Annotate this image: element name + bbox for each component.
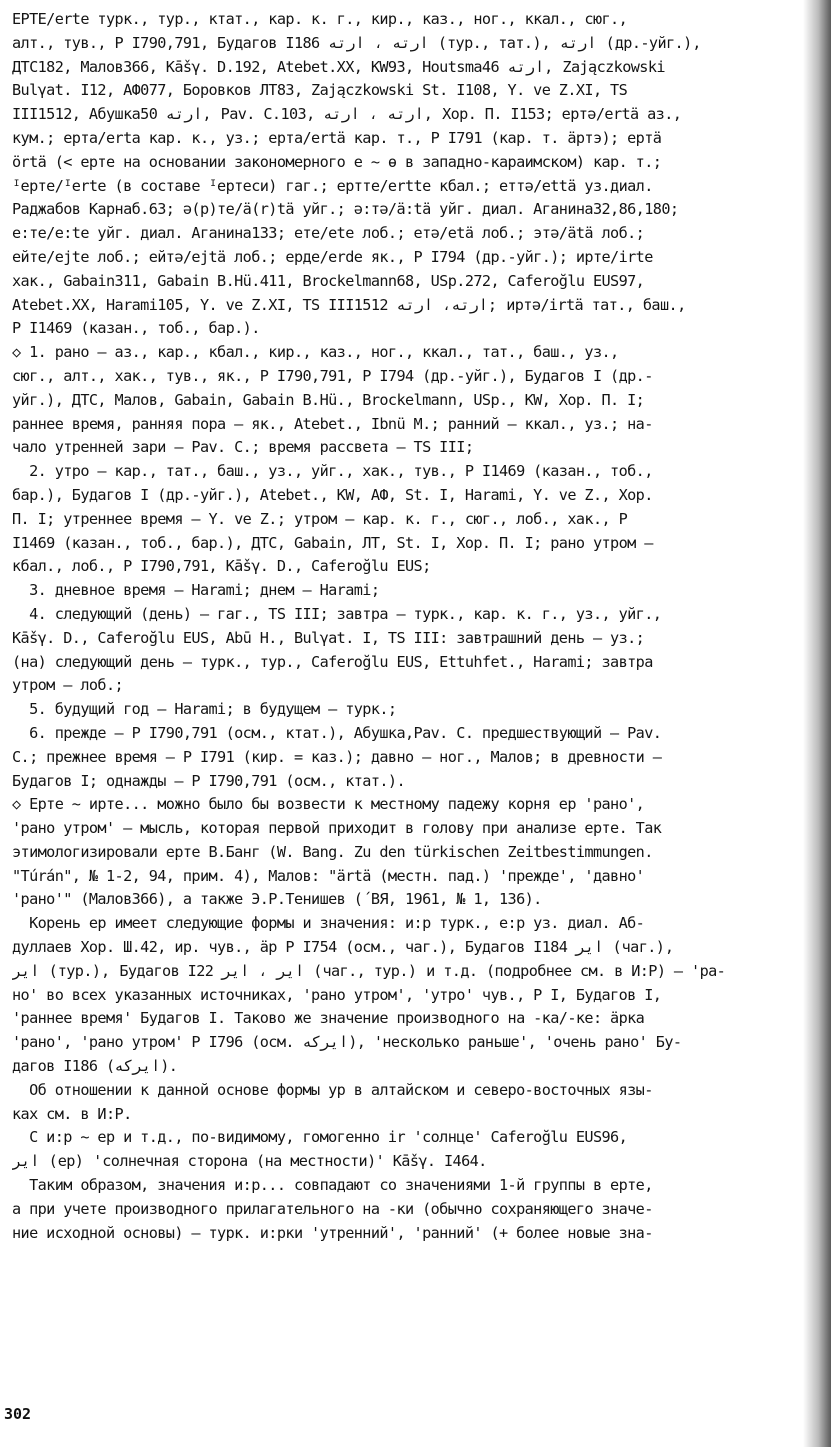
text-line: (на) следующий день – турк., тур., Caferoğlu EUS, Ettuhfet., Harami; завтра bbox=[12, 652, 653, 671]
text-line: 3. дневное время – Harami; днем – Harami; bbox=[12, 581, 380, 600]
text-line: дуллаев Хор. Ш.42, ир. чув., äр Р I754 (осм., чаг.), Будагов I184 ایر (чаг.), bbox=[12, 938, 675, 957]
text-line: C.; прежнее время – Р I791 (кир. = каз.); давно – ног., Малов; в древности – bbox=[12, 747, 662, 766]
text-line: ейте/ejte лоб.; ейтә/ejtä лоб.; ерде/erde як., Р I794 (др.-уйг.); ирте/irte bbox=[12, 247, 653, 266]
text-line: е:те/e:te уйг. диал. Аганина133; ете/ete лоб.; етә/etä лоб.; этә/ätä лоб.; bbox=[12, 224, 645, 243]
text-line: Об отношении к данной основе формы ур в алтайском и северо-восточных язы- bbox=[12, 1080, 653, 1099]
text-line: 'раннее время' Будагов I. Таково же значение производного на -ка/-ке: äрка bbox=[12, 1009, 645, 1028]
text-line: ние исходной основы) – турк. и:рки 'утренний', 'ранний' (+ более новые зна- bbox=[12, 1223, 653, 1242]
text-line: Bulγat. I12, АФ077, Боровков ЛТ83, Zajączkowski St. I108, Y. ve Z.XI, TS bbox=[12, 81, 628, 100]
text-line: 'рано утром' – мысль, которая первой приходит в голову при анализе ерте. Так bbox=[12, 819, 662, 838]
text-line: раннее время, ранняя пора – як., Atebet., Ibnü M.; ранний – ккал., уз.; на- bbox=[12, 414, 653, 433]
text-line: ДТС182, Малов366, Kāšγ. D.192, Atebet.XX, KW93, Houtsma46 ارته, Zajączkowski bbox=[12, 57, 665, 76]
entry-text bbox=[12, 8, 824, 1245]
text-line: 6. прежде – Р I790,791 (осм., ктат.), Абушка,Pav. C. предшествующий – Pav. bbox=[12, 723, 662, 742]
text-line: Раджабов Карнаб.63; ә(р)те/ä(r)tä уйг.; ә:тә/ä:tä уйг. диал. Аганина32,86,180; bbox=[12, 200, 679, 219]
text-line: хак., Gabain311, Gabain B.Hü.411, Brockelmann68, USp.272, Caferoğlu EUS97, bbox=[12, 271, 645, 290]
text-line: III1512, Абушка50 ارته, Pav. C.103, ارته ، ارته, Хор. П. I153; ертә/ertä аз., bbox=[12, 105, 682, 124]
text-line: 'рано'" (Малов366), а также Э.Р.Тенишев (́ ВЯ, 1961, № 1, 136). bbox=[12, 890, 542, 909]
text-line: Р I1469 (казан., тоб., бар.). bbox=[12, 319, 260, 338]
text-line: Таким образом, значения и:р... совпадают со значениями 1-й группы в ерте, bbox=[12, 1176, 653, 1195]
text-line: Корень ер имеет следующие формы и значения: и:р турк., е:р уз. диал. Аб- bbox=[12, 914, 645, 933]
scan-edge-shadow bbox=[803, 0, 831, 1447]
text-line: ЕРТЕ/erte турк., тур., ктат., кар. к. г., кир., каз., ног., ккал., сюг., bbox=[12, 10, 628, 28]
text-line: П. I; утреннее время – Y. ve Z.; утром – кар. к. г., сюг., лоб., хак., Р bbox=[12, 509, 628, 528]
text-line: Atebet.XX, Harami105, Y. ve Z.XI, TS III1512 ارته، ارته; иртә/irtä тат., баш., bbox=[12, 295, 686, 314]
text-line: ках см. в И:Р. bbox=[12, 1104, 132, 1123]
text-line: бар.), Будагов I (др.-уйг.), Atebet., KW, АФ, St. I, Harami, Y. ve Z., Хор. bbox=[12, 485, 653, 504]
text-line: ایر (тур.), Будагов I22 ایر ، ایر (чаг., тур.) и т.д. (подробнее см. в И:Р) – 'ра- bbox=[12, 961, 726, 980]
text-line: ◇ 1. рано – аз., кар., кбал., кир., каз., ног., ккал., тат., баш., уз., bbox=[12, 343, 619, 362]
text-line: örtä (< ерте на основании закономерного е ~ ө в западно-караимском) кар. т.; bbox=[12, 152, 662, 171]
text-line: кум.; ерта/erta кар. к., уз.; ерта/ertä кар. т., Р I791 (кар. т. äртэ); ертä bbox=[12, 128, 662, 147]
text-line: 'рано', 'рано утром' Р I796 (осм. ایرکه), 'несколько раньше', 'очень рано' Бу- bbox=[12, 1033, 682, 1052]
text-line: ᴵерте/ᴵerte (в составе ᴵертеси) гаг.; ертте/ertte кбал.; еттә/että уз.диал. bbox=[12, 176, 653, 195]
text-line: С и:р ~ ер и т.д., по-видимому, гомогенно ir 'солнце' Caferoğlu EUS96, bbox=[12, 1128, 628, 1147]
text-line: ◇ Ерте ~ ирте... можно было бы возвести к местному падежу корня ер 'рано', bbox=[12, 795, 645, 814]
text-line: алт., тув., Р I790,791, Будагов I186 ارته ، ارته (тур., тат.), ارته (др.-уйг.), bbox=[12, 33, 702, 52]
text-line: уйг.), ДТС, Малов, Gabain, Gabain B.Hü., Brockelmann, USp., KW, Хор. П. I; bbox=[12, 390, 645, 409]
text-line: Будагов I; однажды – Р I790,791 (осм., ктат.). bbox=[12, 771, 406, 790]
text-line: но' во всех указанных источниках, 'рано утром', 'утро' чув., Р I, Будагов I, bbox=[12, 985, 662, 1004]
text-line: этимологизировали ерте В.Банг (W. Bang. Zu den türkischen Zeitbestimmungen. bbox=[12, 842, 653, 861]
text-line: а при учете производного прилагательного на -ки (обычно сохраняющего значе- bbox=[12, 1199, 653, 1218]
text-line: ایر (ер) 'солнечная сторона (на местности)' Kāšγ. I464. bbox=[12, 1152, 487, 1171]
text-line: кбал., лоб., Р I790,791, Kāšγ. D., Caferoğlu EUS; bbox=[12, 557, 431, 576]
text-line: сюг., алт., хак., тув., як., Р I790,791, Р I794 (др.-уйг.), Будагов I (др.- bbox=[12, 366, 653, 385]
text-line: утром – лоб.; bbox=[12, 676, 124, 695]
text-line: 5. будущий год – Harami; в будущем – турк.; bbox=[12, 700, 397, 719]
text-line: чало утренней зари – Pav. C.; время рассвета – TS III; bbox=[12, 438, 474, 457]
page-number: 302 bbox=[4, 1405, 32, 1423]
text-line: 2. утро – кар., тат., баш., уз., уйг., хак., тув., Р I1469 (казан., тоб., bbox=[12, 462, 653, 481]
text-line: I1469 (казан., тоб., бар.), ДТС, Gabain, ЛТ, St. I, Хор. П. I; рано утром – bbox=[12, 533, 653, 552]
text-line: дагов I186 (ایرکه). bbox=[12, 1057, 178, 1076]
text-line: "Túrán", № 1-2, 94, прим. 4), Малов: "ärtä (местн. пад.) 'прежде', 'давно' bbox=[12, 866, 645, 885]
text-line: Kāšγ. D., Caferoğlu EUS, Abū H., Bulγat. I, TS III: завтрашний день – уз.; bbox=[12, 628, 645, 647]
text-line: 4. следующий (день) – гаг., TS III; завтра – турк., кар. к. г., уз., уйг., bbox=[12, 604, 662, 623]
